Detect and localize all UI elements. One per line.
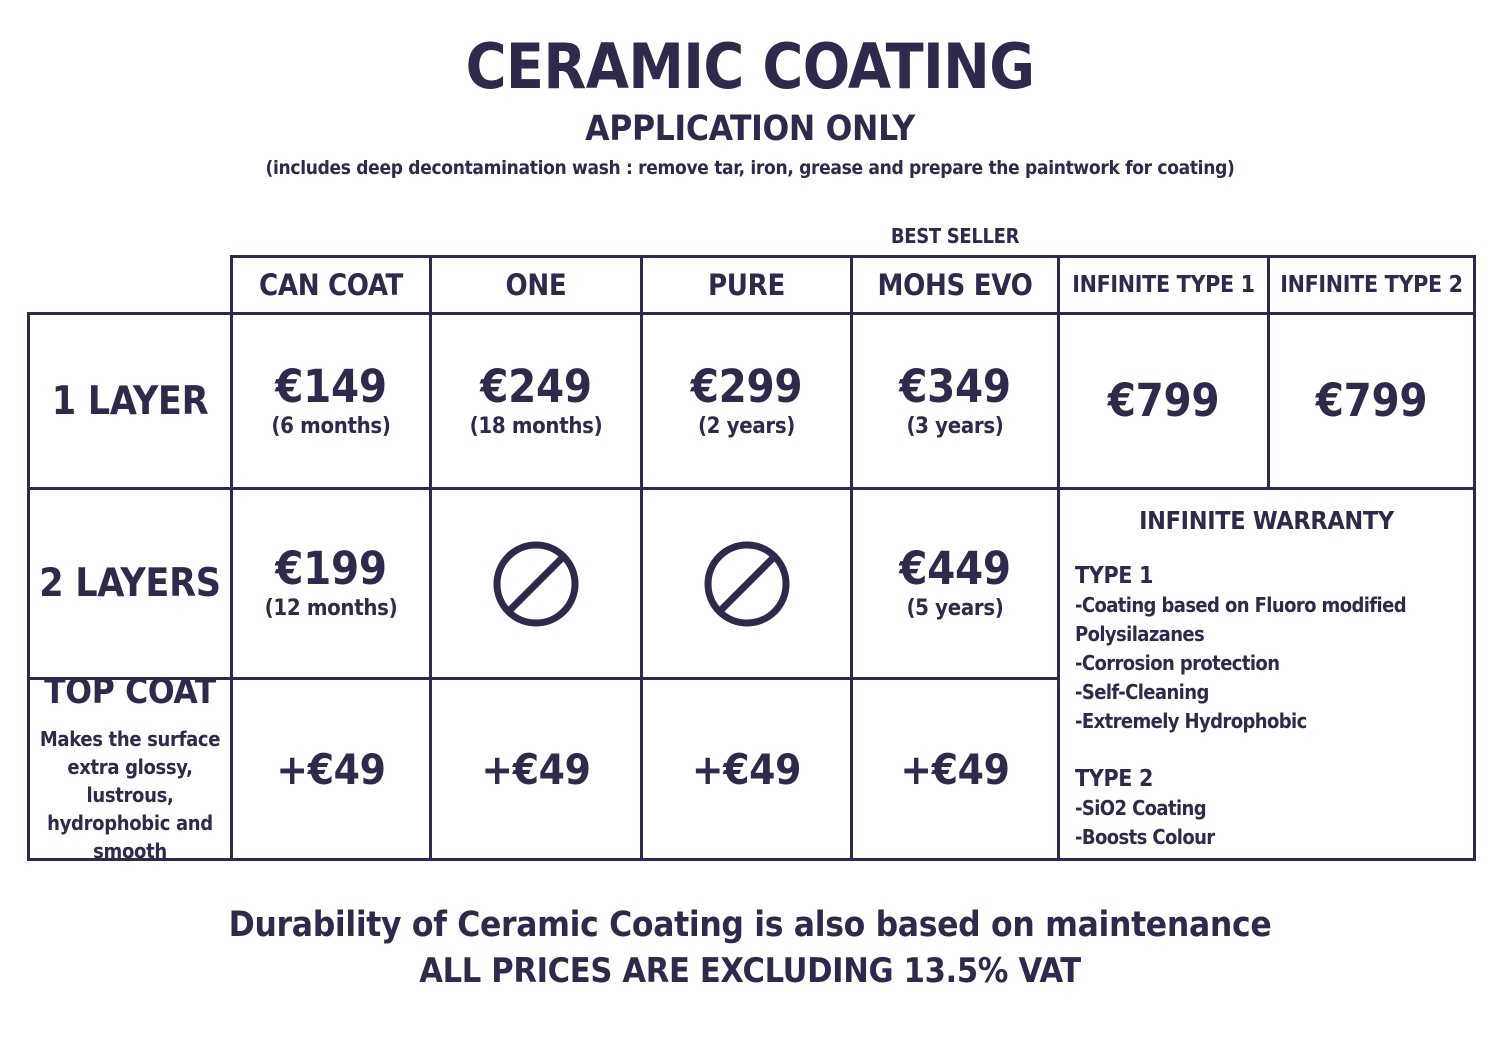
header-note: (includes deep decontamination wash : remove tar, iron, grease and prepare the paintwork for coating) [265, 157, 1235, 179]
column-header-mohs-evo: MOHS EVO [850, 255, 1060, 315]
price-value: €799 [1315, 374, 1428, 427]
warranty-type2-item: -Boosts Colour [1075, 825, 1215, 849]
price-cell [230, 487, 432, 680]
price-cell [640, 677, 853, 861]
price-duration: (6 months) [271, 413, 391, 439]
price-cell [850, 312, 1060, 490]
warranty-title: INFINITE WARRANTY [1139, 506, 1394, 535]
header [0, 30, 1500, 179]
page-title: CERAMIC COATING [465, 30, 1035, 103]
not-available-cell [640, 487, 853, 680]
warranty-type1-item: -Extremely Hydrophobic [1075, 709, 1307, 733]
not-available-icon [701, 538, 793, 630]
not-available-icon [490, 538, 582, 630]
price-value: €149 [275, 359, 387, 413]
price-duration: (2 years) [697, 413, 796, 439]
warranty-type2-item: -SiO2 Coating [1075, 796, 1207, 820]
price-cell [230, 312, 432, 490]
column-header-infinite-type-2: INFINITE TYPE 2 [1267, 255, 1476, 315]
row-label-1-layer: 1 LAYER [27, 312, 233, 490]
infinite-warranty-panel [1057, 487, 1476, 861]
best-seller-badge: BEST SELLER [890, 224, 1020, 248]
warranty-type1-item: -Corrosion protection [1075, 651, 1280, 675]
footer-vat-note: ALL PRICES ARE EXCLUDING 13.5% VAT [419, 951, 1081, 991]
top-coat-note: Makes the surface extra glossy, lustrous, hydrophobic and smooth [39, 727, 221, 863]
price-duration: (12 months) [264, 596, 398, 621]
price-value: €799 [1107, 374, 1220, 427]
column-header-pure: PURE [640, 255, 853, 315]
warranty-type1-item: -Coating based on Fluoro modified Polysilazanes [1075, 593, 1406, 646]
warranty-type2-title: TYPE 2 [1075, 766, 1154, 792]
price-duration: (3 years) [906, 413, 1004, 439]
price-value: €299 [690, 359, 803, 413]
column-header-one: ONE [429, 255, 643, 315]
spacer [1075, 736, 1458, 764]
price-cell [1057, 312, 1270, 490]
price-value: €449 [899, 542, 1011, 595]
price-value: +€49 [691, 744, 802, 794]
price-value: +€49 [276, 744, 386, 794]
price-value: €349 [899, 359, 1011, 413]
row-label-top-coat [27, 672, 233, 863]
page-subtitle: APPLICATION ONLY [585, 109, 915, 149]
column-header-infinite-type-1: INFINITE TYPE 1 [1057, 255, 1270, 315]
price-cell [230, 677, 432, 861]
price-cell [429, 312, 643, 490]
price-duration: (5 years) [906, 596, 1004, 621]
top-coat-title: TOP COAT [44, 672, 216, 712]
price-value: €249 [480, 359, 592, 413]
price-cell [850, 487, 1060, 680]
price-cell [429, 677, 643, 861]
column-header-can-coat: CAN COAT [230, 255, 432, 315]
price-cell [850, 677, 1060, 861]
price-value: +€49 [481, 744, 591, 794]
row-label-2-layers: 2 LAYERS [27, 487, 233, 680]
price-cell [1267, 312, 1476, 490]
price-value: +€49 [900, 744, 1010, 794]
price-duration: (18 months) [469, 413, 603, 439]
warranty-type1-item: -Self-Cleaning [1075, 680, 1209, 704]
price-value: €199 [275, 542, 387, 595]
footer [0, 903, 1500, 993]
not-available-cell [429, 487, 643, 680]
price-cell [640, 312, 853, 490]
warranty-type1-title: TYPE 1 [1075, 563, 1154, 589]
footer-maintenance-note: Durability of Ceramic Coating is also based on maintenance [228, 905, 1272, 945]
